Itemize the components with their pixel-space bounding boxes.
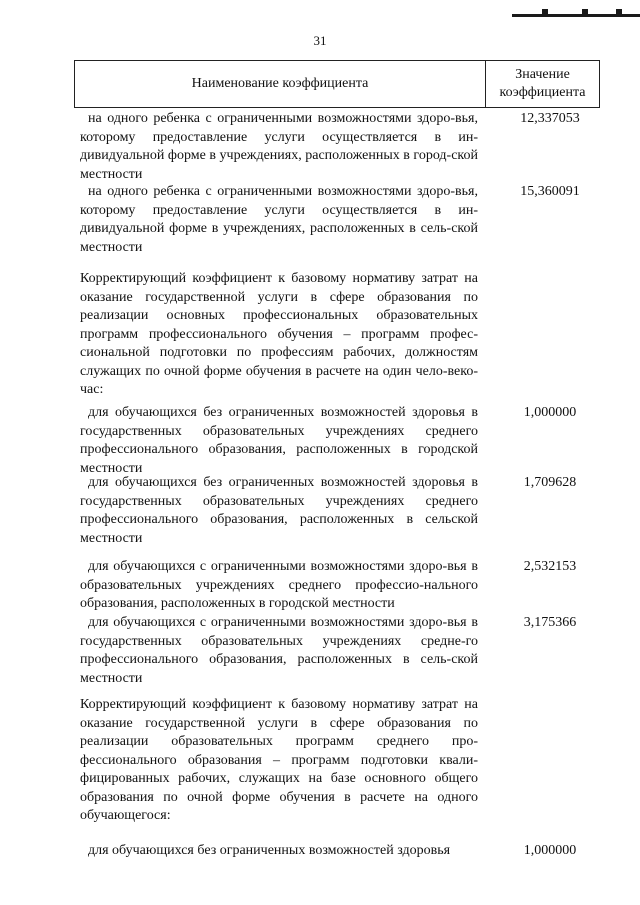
row-value: 1,709628 [523, 475, 577, 490]
row-description: для обучающихся с ограниченными возможностями здоро-вья в государственных образовательных учреждениях средне-го профессионального образования, расположенных в сель-ской местности [80, 615, 478, 686]
row-description: для обучающихся без ограниченных возможностей здоровья в государственных образовательных учреждениях среднего профессионального образования, расположенных в городской местности [80, 405, 478, 476]
scan-mark-tick [542, 9, 548, 17]
row-value: 15,360091 [520, 184, 580, 199]
row-description: на одного ребенка с ограниченными возможностями здоро-вья, которому предоставление услуги осуществляется в ин-дивидуальной форме в учреждениях, расположенных в сель-ской местности [80, 184, 478, 255]
table-header [74, 60, 600, 108]
scan-corner-mark [512, 0, 640, 17]
row-description: для обучающихся без ограниченных возможностей здоровья [88, 843, 451, 858]
column-header-value: Значение коэффициента [499, 67, 586, 100]
row-description: для обучающихся с ограниченными возможностями здоро-вья в образовательных учреждениях среднего профессио-нального образования, расположенных в городской местности [80, 559, 478, 611]
row-value: 1,000000 [523, 405, 577, 420]
row-value: 12,337053 [520, 111, 580, 126]
coefficient-section-heading: Корректирующий коэффициент к базовому нормативу затрат на оказание государственной услуги в сфере образования по реализации образовательных программ среднего про-фессионального образования – программ подготовки квали-фицированных рабочих, служащих на базе основного общего образования по очной форме обучения в расчете на одного обучающегося: [80, 697, 478, 823]
page-number: 31 [313, 33, 327, 48]
row-description: на одного ребенка с ограниченными возможностями здоро-вья, которому предоставление услуги осуществляется в ин-дивидуальной форме в учреждениях, расположенных в город-ской местности [80, 111, 478, 182]
row-value: 3,175366 [523, 615, 577, 630]
scan-mark-tick [582, 9, 588, 17]
coefficient-section-heading: Корректирующий коэффициент к базовому нормативу затрат на оказание государственной услуги в сфере образования по реализации основных профессиональных образовательных программ профессионального обучения – программ профес-сиональной подготовки по профессиям рабочих, должностям служащих по очной форме обучения в расчете на один чело-веко-час: [80, 271, 478, 397]
row-value: 2,532153 [523, 559, 577, 574]
scan-mark-tick [616, 9, 622, 17]
row-value: 1,000000 [523, 843, 577, 858]
column-header-name: Наименование коэффициента [75, 61, 486, 107]
row-description: для обучающихся без ограниченных возможностей здоровья в государственных образовательных учреждениях среднего профессионального образования, расположенных в сельской местности [80, 475, 478, 546]
